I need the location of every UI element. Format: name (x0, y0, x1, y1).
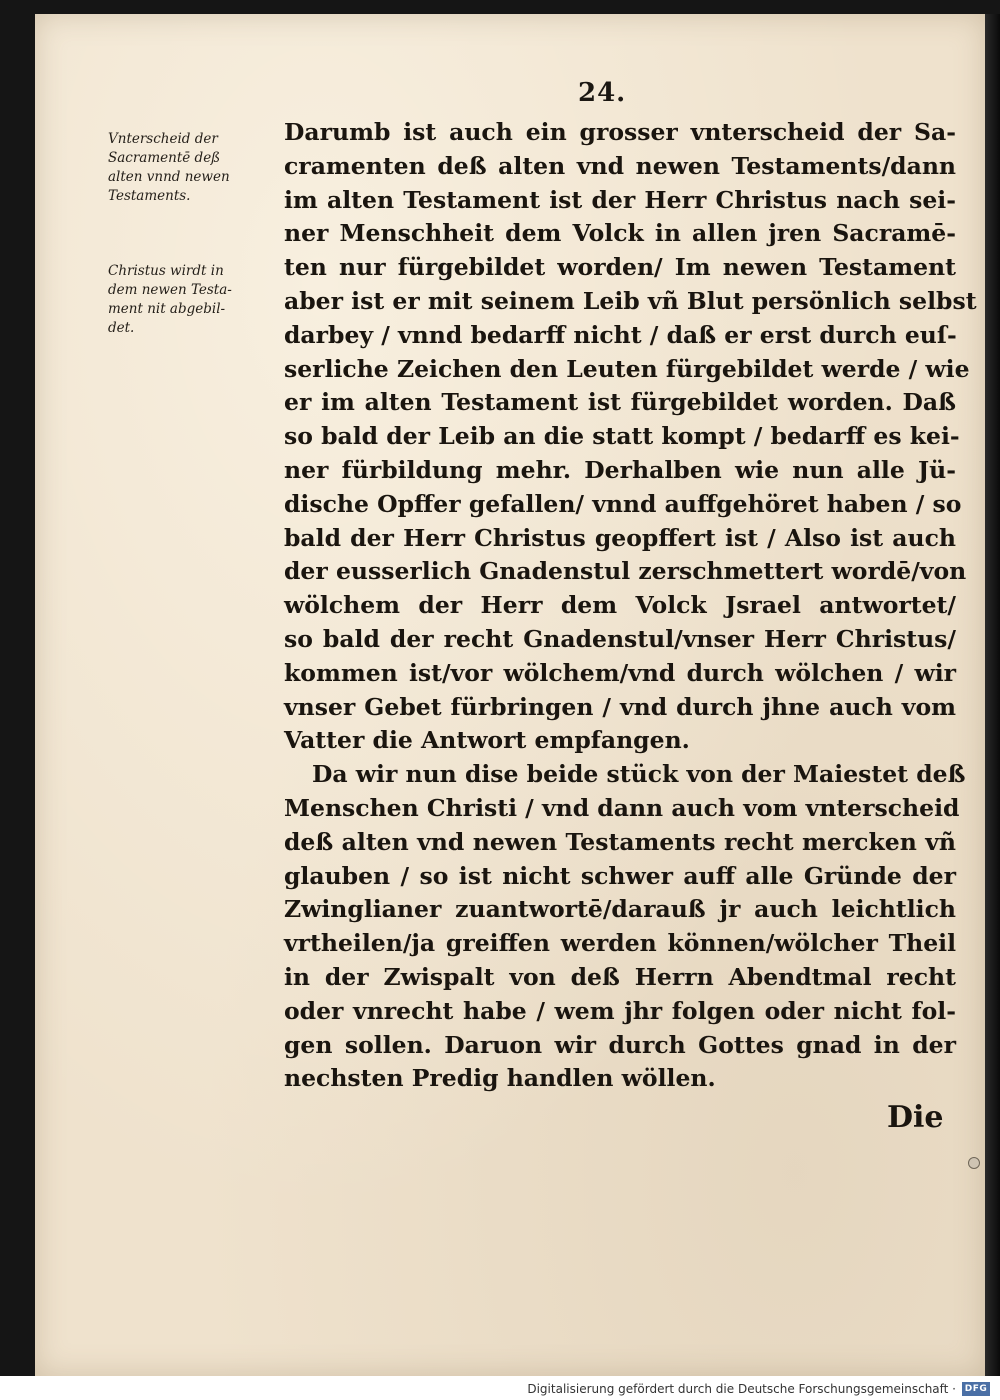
marginal-note-line: Vnterscheid der (108, 131, 218, 147)
marginal-note-line: Testaments. (108, 188, 191, 204)
marginal-note-line: Christus wirdt in (108, 263, 224, 279)
text-line: dische Opffer gefallen/ vnnd auffgehöret haben / so (284, 489, 962, 518)
text-line: deß alten vnd newen Testaments recht mercken vñ (284, 827, 956, 856)
text-line: Darumb ist auch ein grosser vnterscheid der Sa- (284, 118, 956, 146)
marginal-note-line: ment nit abgebil- (108, 301, 226, 317)
text-line: kommen ist/vor wölchem/vnd durch wölchen / wir (284, 658, 956, 687)
text-line: ten nur fürgebildet worden/ Im newen Testament (284, 253, 956, 282)
text-line: bald der Herr Christus geopffert ist / Also ist auch (284, 523, 956, 552)
text-line: darbey / vnnd bedarff nicht / daß er erst durch euſ- (284, 320, 957, 349)
text-line: so bald der Leib an die statt kompt / bedarff es kei- (284, 422, 960, 451)
text-line: ner Menschheit dem Volck in allen jren Sacramē- (284, 219, 956, 248)
dfg-logo: DFG (962, 1382, 990, 1396)
text-line: cramenten deß alten vnd newen Testaments/dann (284, 151, 956, 180)
text-line: Zwinglianer zuantwortē/darauß jr auch leichtlich (284, 895, 956, 924)
text-line: so bald der recht Gnadenstul/vnser Herr Christus/ (284, 624, 956, 653)
text-line: im alten Testament ist der Herr Christus nach sei- (284, 185, 956, 214)
marginal-note-line: det. (108, 320, 135, 336)
footer-credit: Digitalisierung gefördert durch die Deutsche Forschungsgemeinschaft · (527, 1382, 956, 1396)
body-text (284, 116, 977, 1096)
text-line: oder vnrecht habe / wem jhr folgen oder nicht fol- (284, 996, 956, 1025)
text-line: in der Zwispalt von deß Herrn Abendtmal recht (284, 962, 956, 991)
catchword: Die (887, 1100, 944, 1135)
page-number: 24. (578, 78, 627, 108)
text-line: Vatter die Antwort empfangen. (284, 726, 690, 755)
text-line: Da wir nun dise beide stück von der Maiestet deß (312, 760, 966, 789)
margin-mark (968, 1157, 980, 1169)
binding-edge (985, 14, 1000, 1376)
text-line: vrtheilen/ja greiffen werden können/wölcher Theil (284, 929, 956, 958)
text-line: aber ist er mit seinem Leib vñ Blut persönlich selbst (284, 286, 977, 315)
text-line: Menschen Christi / vnd dann auch vom vnterscheid (284, 793, 960, 822)
marginal-note-2 (108, 262, 276, 338)
text-line: wölchem der Herr dem Volck Jsrael antwortet/ (284, 591, 956, 620)
marginal-note-line: dem newen Testa- (108, 282, 232, 298)
text-line: vnser Gebet fürbringen / vnd durch jhne auch vom (284, 692, 956, 721)
marginal-note-line: Sacramentē deß (108, 150, 221, 166)
text-line: nechsten Predig handlen wöllen. (284, 1064, 716, 1093)
footer-bar (0, 1376, 1000, 1400)
text-line: serliche Zeichen den Leuten fürgebildet werde / wie (284, 354, 970, 383)
marginal-note-1 (108, 130, 276, 206)
text-line: er im alten Testament ist fürgebildet worden. Daß (284, 388, 956, 417)
text-line: ner fürbildung mehr. Derhalben wie nun alle Jü- (284, 455, 956, 484)
marginal-note-line: alten vnnd newen (108, 169, 230, 185)
text-line: glauben / so ist nicht schwer auff alle Gründe der (284, 861, 956, 890)
text-line: gen sollen. Daruon wir durch Gottes gnad in der (284, 1030, 956, 1059)
text-line: der eusserlich Gnadenstul zerschmettert wordē/von (284, 557, 967, 586)
